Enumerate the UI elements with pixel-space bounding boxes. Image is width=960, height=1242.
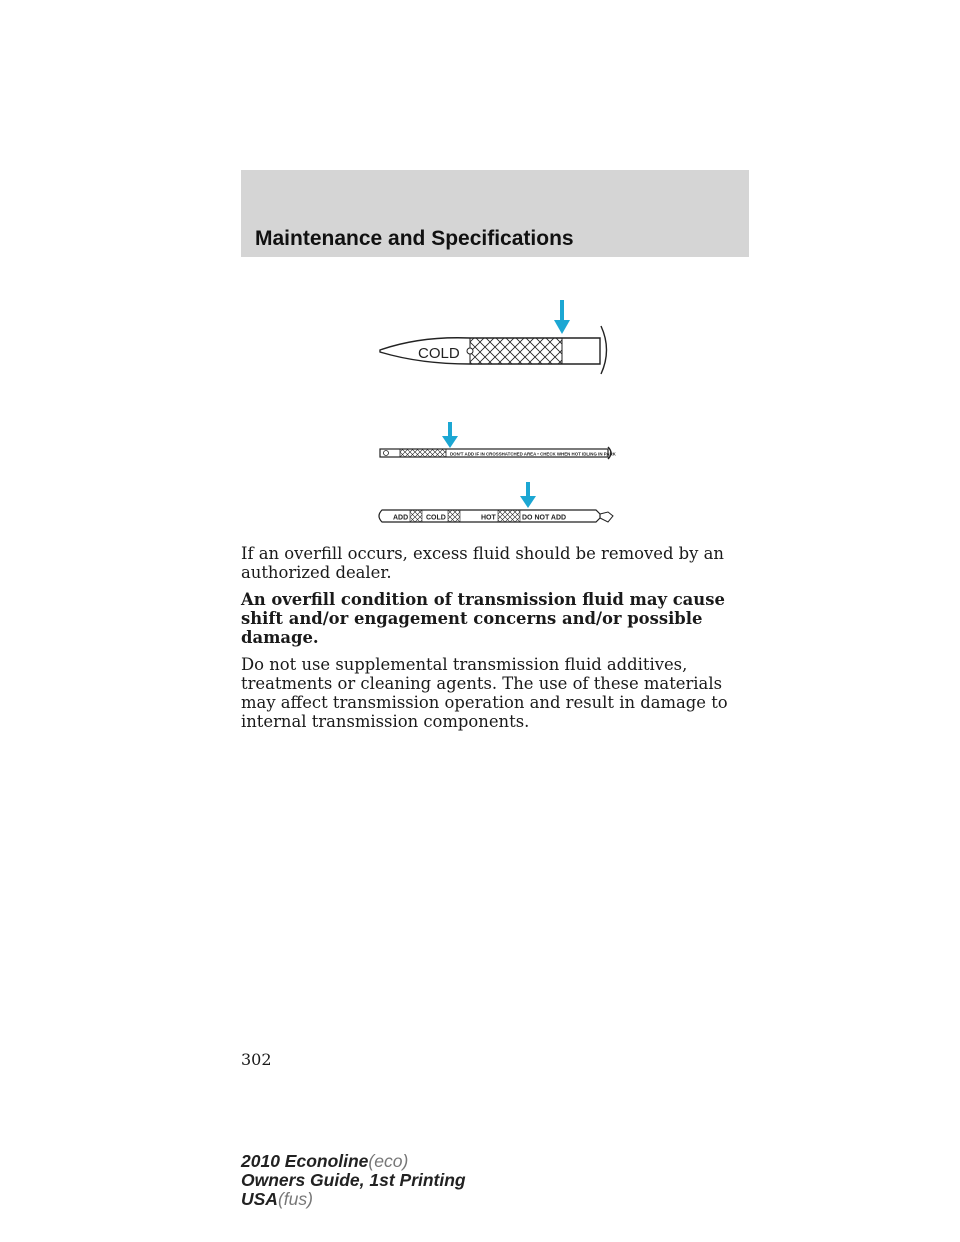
footer-line-region	[241, 1190, 466, 1209]
dipstick-add-label: ADD	[393, 514, 409, 522]
dipstick-check-label: DON'T ADD IF IN CROSSHATCHED AREA • CHECK WHEN HOT IDLING IN PARK	[450, 451, 616, 457]
footer-model: 2010 Econoline	[241, 1151, 369, 1171]
dipstick-cold-label: COLD	[418, 345, 460, 362]
paragraph-overfill: If an overfill occurs, excess fluid should be removed by an authorized dealer.	[241, 544, 724, 582]
dipstick-figure	[360, 292, 640, 542]
dipstick-do-not-add-label: DO NOT ADD	[522, 514, 567, 522]
dipstick-cold-mark-label: COLD	[426, 514, 446, 522]
footer	[241, 1152, 466, 1209]
dipstick-hot-mark-label: HOT	[481, 514, 496, 522]
dipstick-add-cold-hot	[379, 510, 613, 522]
paragraph-additives: Do not use supplemental transmission fluid additives, treatments or cleaning agents. The use of these materials may affect transmission operation and result in damage to internal transmission components.	[241, 655, 728, 731]
body-text	[241, 544, 753, 739]
section-title: Maintenance and Specifications	[255, 227, 574, 250]
footer-line-model	[241, 1152, 466, 1171]
paragraph-warning: An overfill condition of transmission fluid may cause shift and/or engagement concerns and/or possible damage.	[241, 590, 725, 647]
footer-region: USA	[241, 1189, 278, 1209]
footer-printing: Owners Guide, 1st Printing	[241, 1170, 466, 1190]
arrow-icon	[554, 300, 570, 334]
arrow-icon	[520, 482, 536, 508]
footer-line-printing	[241, 1171, 466, 1190]
dipstick-cold	[380, 326, 607, 374]
footer-model-code: (eco)	[368, 1151, 409, 1171]
section-header-band	[241, 170, 749, 257]
arrow-icon	[442, 422, 458, 448]
page-number: 302	[241, 1050, 272, 1069]
dipstick-check-hot	[380, 447, 617, 459]
footer-region-code: (fus)	[277, 1189, 313, 1209]
